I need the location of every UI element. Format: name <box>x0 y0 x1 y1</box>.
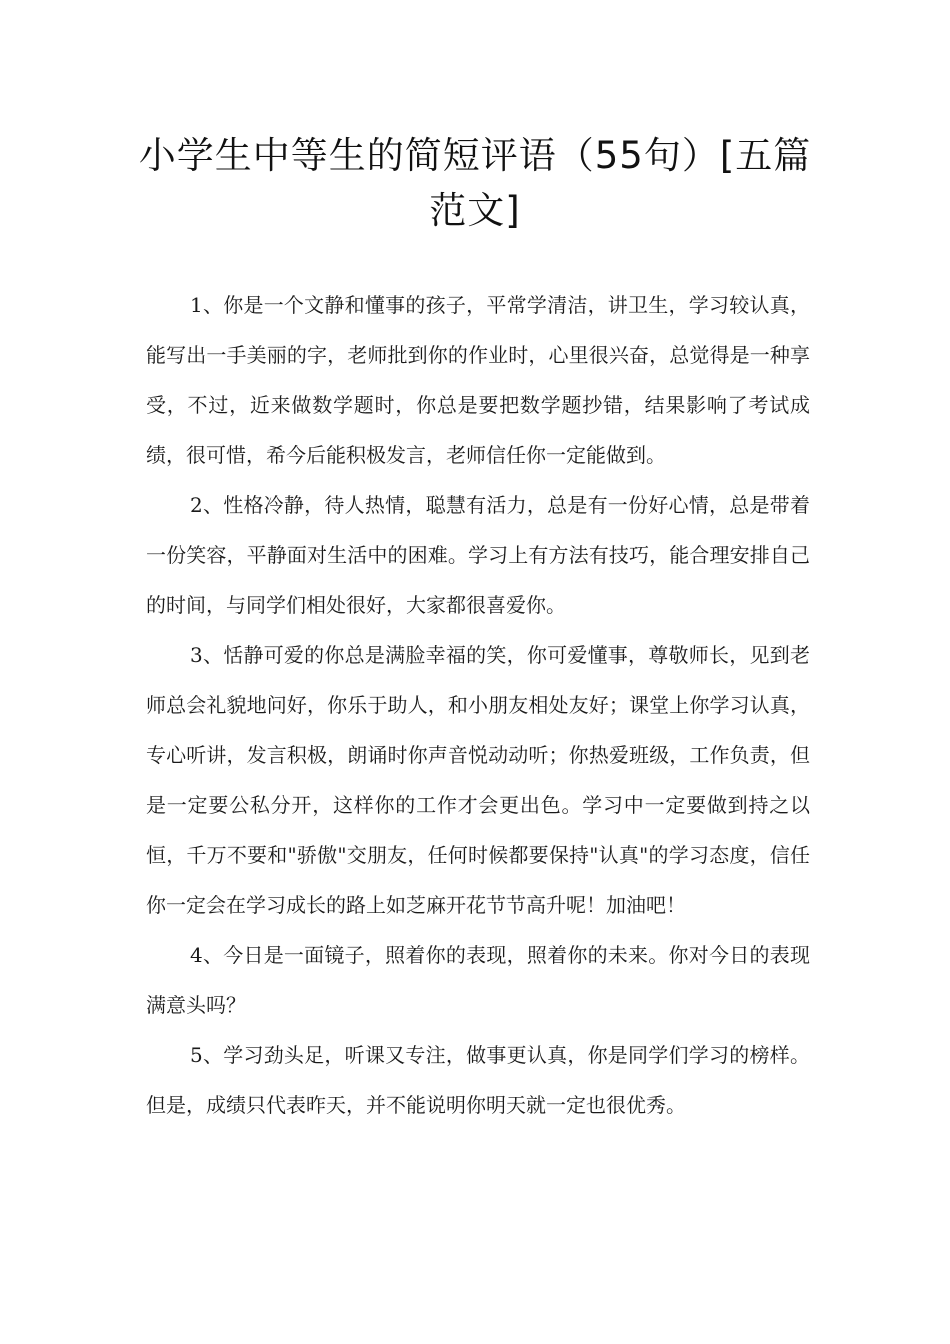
paragraph-2: 2、性格冷静，待人热情，聪慧有活力，总是有一份好心情，总是带着一份笑容，平静面对生活中的困难。学习上有方法有技巧，能合理安排自己的时间，与同学们相处很好，大家都很喜爱你。 <box>146 493 810 617</box>
paragraph-5: 5、学习劲头足，听课又专注，做事更认真，你是同学们学习的榜样。但是，成绩只代表昨天，并不能说明你明天就一定也很优秀。 <box>146 1043 810 1117</box>
paragraph-4: 4、今日是一面镜子，照着你的表现，照着你的未来。你对今日的表现满意头吗？ <box>146 943 810 1017</box>
document-title: 小学生中等生的简短评语（55句）[五篇范文] <box>138 134 812 232</box>
paragraph-1: 1、你是一个文静和懂事的孩子，平常学清洁，讲卫生，学习较认真，能写出一手美丽的字，老师批到你的作业时，心里很兴奋，总觉得是一种享受，不过，近来做数学题时，你总是要把数学题抄错，结果影响了考试成绩，很可惜，希今后能积极发言，老师信任你一定能做到。 <box>146 293 810 467</box>
document-body <box>146 280 810 1130</box>
paragraph-3: 3、恬静可爱的你总是满脸幸福的笑，你可爱懂事，尊敬师长，见到老师总会礼貌地问好，你乐于助人，和小朋友相处友好；课堂上你学习认真，专心听讲，发言积极，朗诵时你声音悦动动听；你热爱班级，工作负责，但是一定要公私分开，这样你的工作才会更出色。学习中一定要做到持之以恒，千万不要和"骄傲"交朋友，任何时候都要保持"认真"的学习态度，信任你一定会在学习成长的路上如芝麻开花节节高升呢！加油吧！ <box>146 643 810 917</box>
